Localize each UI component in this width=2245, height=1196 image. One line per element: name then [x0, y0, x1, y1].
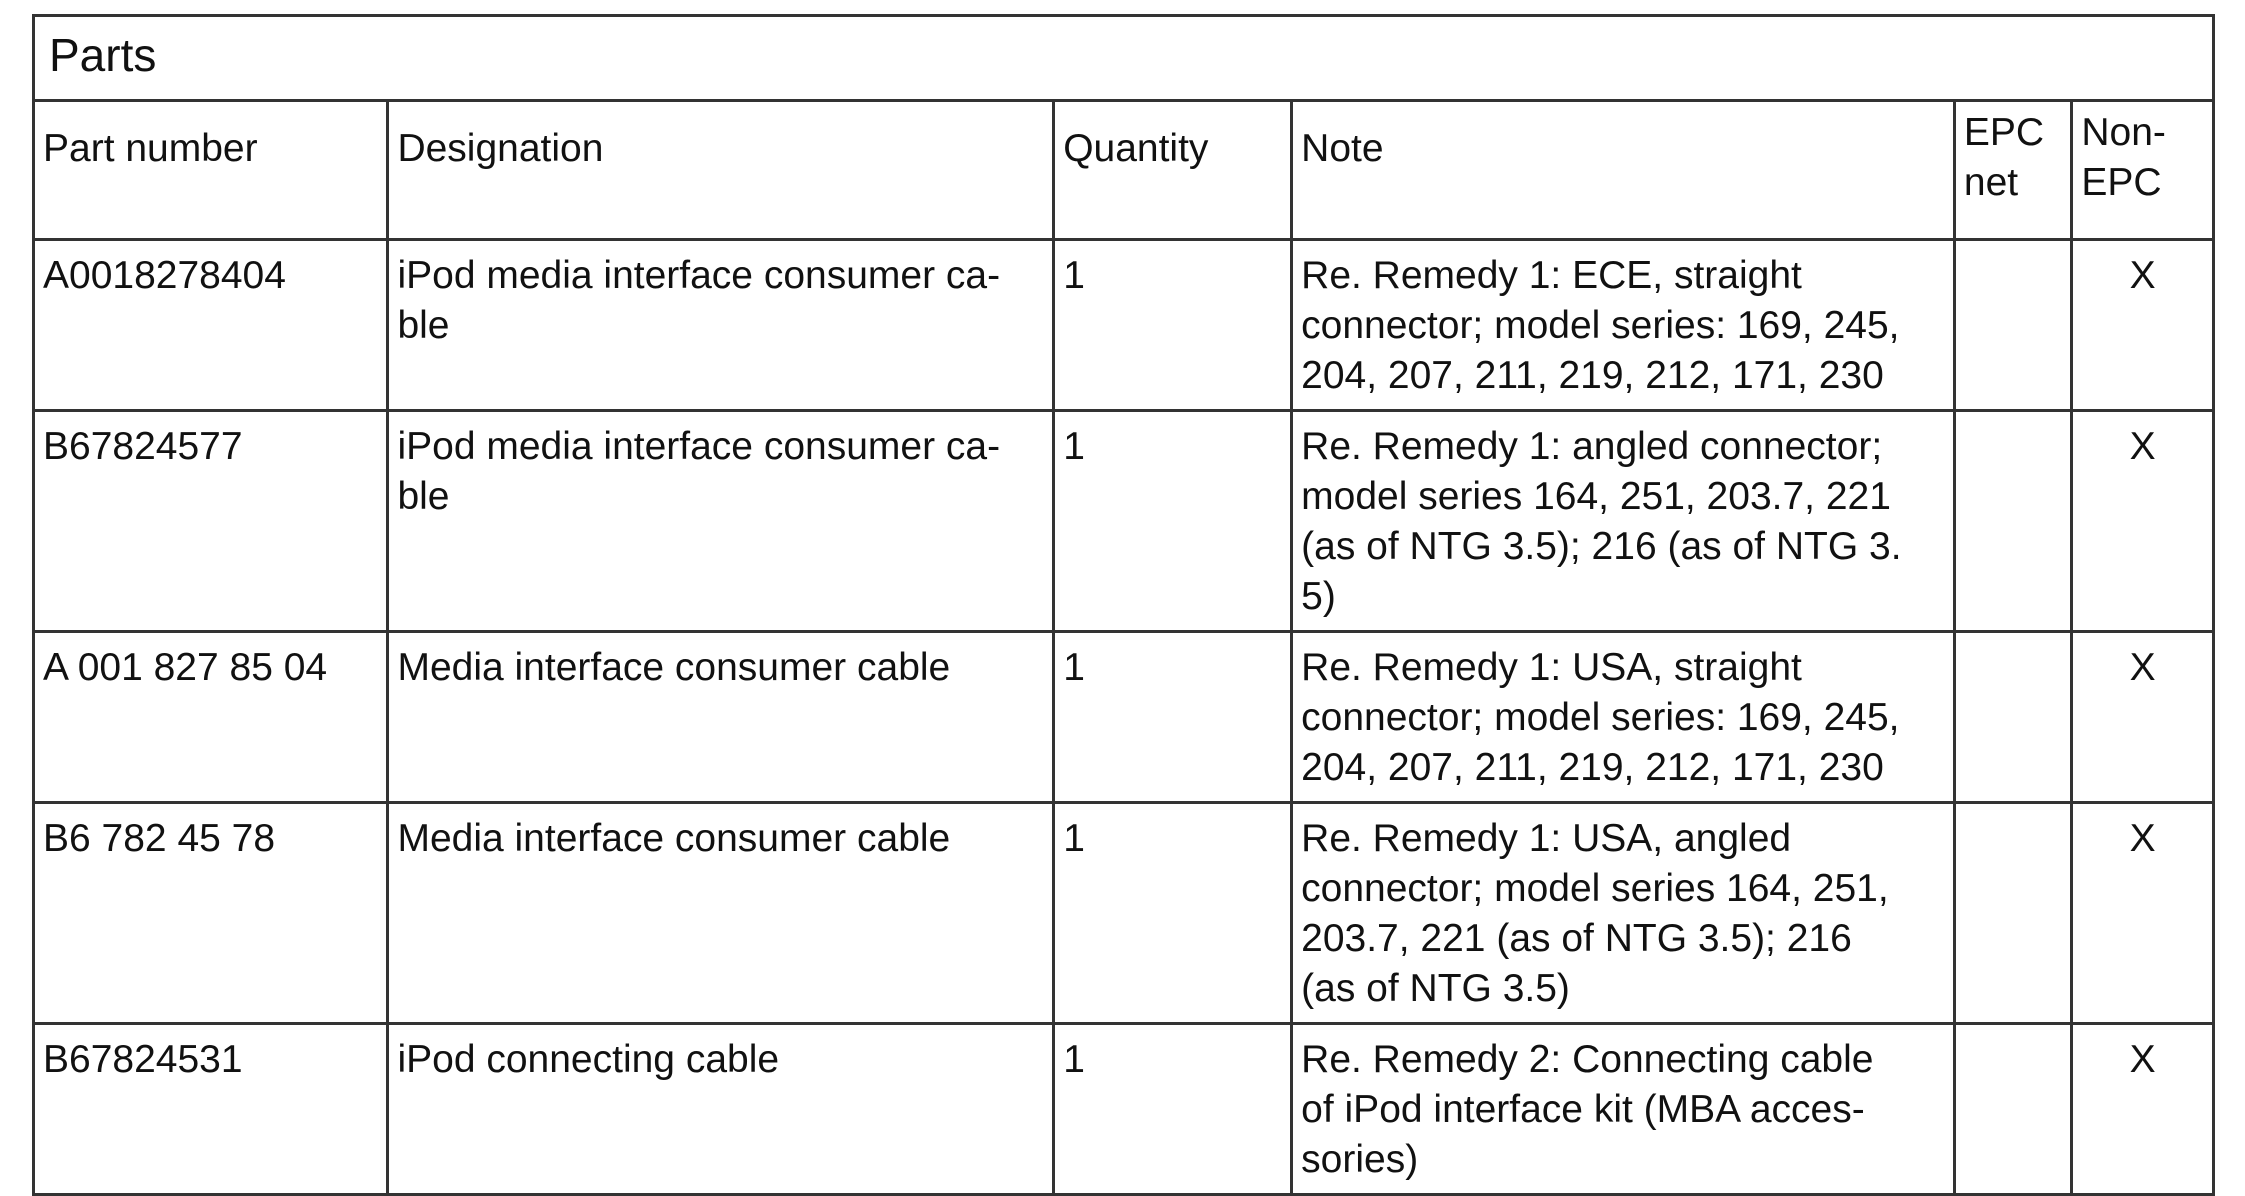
cell-epc-net [1954, 411, 2071, 632]
cell-note: Re. Remedy 1: ECE, straight connector; model series: 169, 245, 204, 207, 211, 219, 212, 171, 230 [1292, 240, 1955, 411]
cell-part-number: B67824531 [34, 1024, 388, 1195]
table-row [34, 632, 2214, 803]
cell-non-epc: X [2072, 632, 2214, 803]
table-title-row [34, 16, 2214, 101]
cell-non-epc: X [2072, 1024, 2214, 1195]
cell-part-number: A0018278404 [34, 240, 388, 411]
table-row [34, 240, 2214, 411]
cell-note: Re. Remedy 1: USA, angled connector; model series 164, 251, 203.7, 221 (as of NTG 3.5); 216 (as of NTG 3.5) [1292, 803, 1955, 1024]
table-row [34, 803, 2214, 1024]
header-row [34, 101, 2214, 240]
parts-table [32, 14, 2215, 1196]
cell-non-epc: X [2072, 803, 2214, 1024]
cell-designation: iPod connecting cable [388, 1024, 1054, 1195]
cell-non-epc: X [2072, 240, 2214, 411]
cell-designation: Media interface consumer cable [388, 803, 1054, 1024]
header-quantity: Quantity [1054, 101, 1292, 240]
cell-epc-net [1954, 1024, 2071, 1195]
cell-quantity: 1 [1054, 411, 1292, 632]
cell-note: Re. Remedy 2: Connecting cable of iPod interface kit (MBA acces- sories) [1292, 1024, 1955, 1195]
cell-part-number: B6 782 45 78 [34, 803, 388, 1024]
header-non-epc: Non- EPC [2072, 101, 2214, 240]
cell-quantity: 1 [1054, 632, 1292, 803]
table-row [34, 411, 2214, 632]
cell-designation: iPod media interface consumer ca- ble [388, 240, 1054, 411]
cell-epc-net [1954, 632, 2071, 803]
cell-note: Re. Remedy 1: USA, straight connector; model series: 169, 245, 204, 207, 211, 219, 212, 171, 230 [1292, 632, 1955, 803]
header-epc-net: EPC net [1954, 101, 2071, 240]
cell-designation: iPod media interface consumer ca- ble [388, 411, 1054, 632]
header-note: Note [1292, 101, 1955, 240]
cell-part-number: B67824577 [34, 411, 388, 632]
cell-note: Re. Remedy 1: angled connector; model series 164, 251, 203.7, 221 (as of NTG 3.5); 216 (as of NTG 3. 5) [1292, 411, 1955, 632]
table-title: Parts [34, 16, 2214, 101]
cell-epc-net [1954, 803, 2071, 1024]
cell-part-number: A 001 827 85 04 [34, 632, 388, 803]
cell-non-epc: X [2072, 411, 2214, 632]
header-designation: Designation [388, 101, 1054, 240]
cell-quantity: 1 [1054, 803, 1292, 1024]
cell-epc-net [1954, 240, 2071, 411]
header-part-number: Part number [34, 101, 388, 240]
table-row [34, 1024, 2214, 1195]
cell-quantity: 1 [1054, 1024, 1292, 1195]
cell-quantity: 1 [1054, 240, 1292, 411]
cell-designation: Media interface consumer cable [388, 632, 1054, 803]
